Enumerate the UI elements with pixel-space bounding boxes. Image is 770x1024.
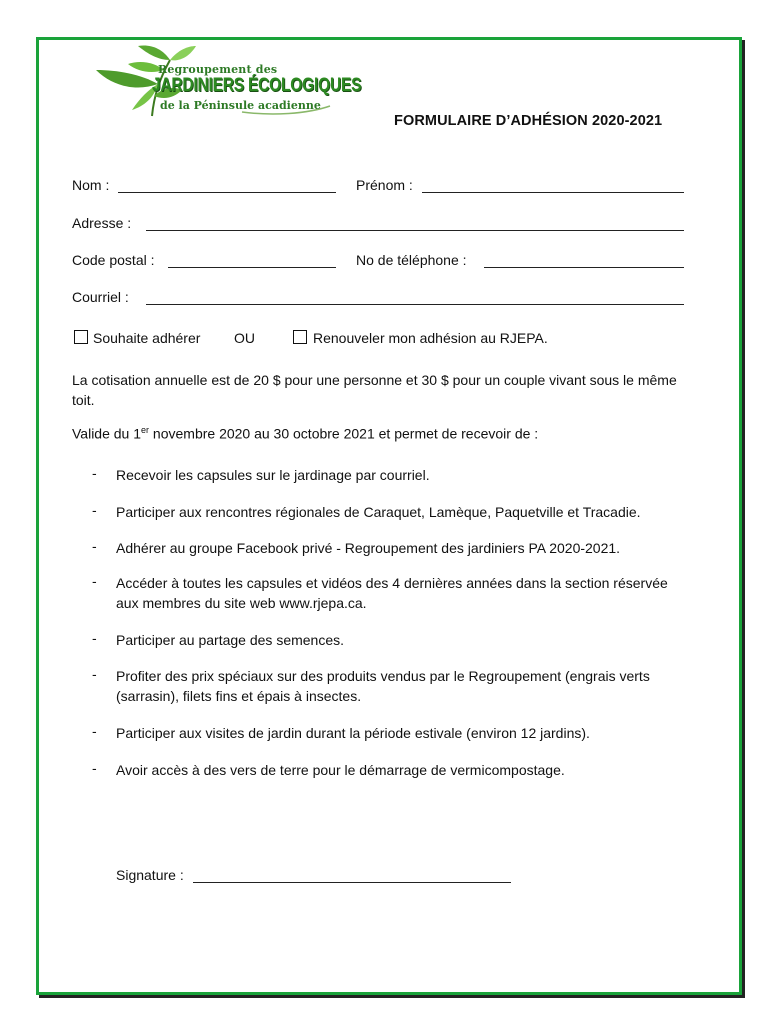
logo-text-line1: Regroupement des xyxy=(158,63,278,76)
prenom-label: Prénom : xyxy=(356,177,413,193)
code-postal-label: Code postal : xyxy=(72,252,155,268)
cotisation-text: La cotisation annuelle est de 20 $ pour une personne et 30 $ pour un couple vivant sous le même toit. xyxy=(72,372,677,408)
adresse-field[interactable] xyxy=(146,230,684,231)
validite-text: Valide du 1er novembre 2020 au 30 octobre 2021 et permet de recevoir de : xyxy=(72,425,539,442)
bullet-marker: - xyxy=(92,502,97,518)
ou-label: OU xyxy=(234,330,255,346)
prenom-field[interactable] xyxy=(422,192,684,193)
renouveler-label: Renouveler mon adhésion au RJEPA. xyxy=(313,330,548,346)
nom-field[interactable] xyxy=(118,192,336,193)
courriel-field[interactable] xyxy=(146,304,684,305)
list-item: Adhérer au groupe Facebook privé - Regroupement des jardiniers PA 2020-2021. xyxy=(116,540,621,556)
signature-field[interactable] xyxy=(193,882,511,883)
adherer-label: Souhaite adhérer xyxy=(93,330,201,346)
telephone-label: No de téléphone : xyxy=(356,252,467,268)
bullet-marker: - xyxy=(92,760,97,776)
logo-text-line3: de la Péninsule acadienne xyxy=(160,99,321,112)
form-title: FORMULAIRE D’ADHÉSION 2020-2021 xyxy=(394,113,663,129)
bullet-marker: - xyxy=(92,723,97,739)
list-item: Profiter des prix spéciaux sur des produits vendus par le Regroupement (engrais verts (sarrasin), filets fins et épais à insectes. xyxy=(116,668,650,704)
bullet-marker: - xyxy=(92,538,97,554)
bullet-marker: - xyxy=(92,666,97,682)
nom-label: Nom : xyxy=(72,177,110,193)
logo-text-line2: JARDINIERS ÉCOLOGIQUES xyxy=(152,75,362,96)
list-item: Participer au partage des semences. xyxy=(116,632,345,648)
adresse-label: Adresse : xyxy=(72,215,132,231)
list-item: Recevoir les capsules sur le jardinage par courriel. xyxy=(116,467,430,483)
renouveler-checkbox[interactable] xyxy=(293,330,307,344)
list-item: Participer aux visites de jardin durant la période estivale (environ 12 jardins). xyxy=(116,725,590,741)
list-item: Accéder à toutes les capsules et vidéos des 4 dernières années dans la section réservée aux membres du site web www.rjepa.ca. xyxy=(116,575,668,611)
code-postal-field[interactable] xyxy=(168,267,336,268)
signature-label: Signature : xyxy=(116,867,184,883)
list-item: Avoir accès à des vers de terre pour le démarrage de vermicompostage. xyxy=(116,762,565,778)
list-item: Participer aux rencontres régionales de Caraquet, Lamèque, Paquetville et Tracadie. xyxy=(116,504,641,520)
bullet-marker: - xyxy=(92,630,97,646)
adherer-checkbox[interactable] xyxy=(74,330,88,344)
bullet-marker: - xyxy=(92,573,97,589)
bullet-marker: - xyxy=(92,465,97,481)
telephone-field[interactable] xyxy=(484,267,684,268)
courriel-label: Courriel : xyxy=(72,289,129,305)
